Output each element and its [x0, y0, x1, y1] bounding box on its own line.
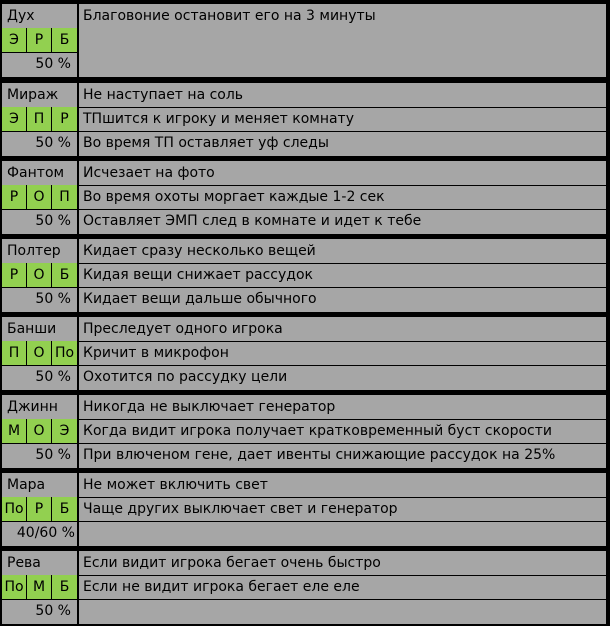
evidence-tag: Б: [52, 28, 77, 52]
evidence-tags: [2, 341, 77, 365]
ghost-percent: 50 %: [35, 603, 71, 619]
ghost-name: Дух: [7, 8, 35, 24]
ghost-feature: Никогда не выключает генератор: [83, 399, 336, 415]
evidence-tag: Э: [2, 107, 26, 131]
evidence-tags: [2, 28, 77, 52]
ghost-name: Джинн: [7, 399, 58, 415]
ghost-name: Мара: [7, 477, 46, 493]
ghost-feature: Во время ТП оставляет уф следы: [83, 135, 329, 151]
divider-line: [26, 185, 27, 209]
ghost-feature: Оставляет ЭМП след в комнате и идет к тебе: [83, 213, 422, 229]
evidence-tag: Р: [27, 497, 51, 521]
divider-line: [51, 341, 52, 365]
ghost-card-dzhinn: [2, 395, 606, 468]
divider-line: [51, 28, 52, 52]
divider-line: [26, 107, 27, 131]
evidence-tags: [2, 107, 77, 131]
divider-line: [26, 28, 27, 52]
ghost-percent: 40/60 %: [16, 525, 75, 541]
evidence-tag: Б: [52, 497, 77, 521]
ghost-feature: Исчезает на фото: [83, 165, 215, 181]
divider-line: [26, 341, 27, 365]
ghost-percent: 50 %: [35, 291, 71, 307]
evidence-tag: Р: [2, 185, 26, 209]
ghost-card-polter: [2, 239, 606, 312]
evidence-tag: Р: [2, 263, 26, 287]
ghost-feature: Не наступает на соль: [83, 87, 244, 103]
divider-line: [26, 419, 27, 443]
evidence-tag: Э: [52, 419, 77, 443]
ghost-name: Рева: [7, 555, 41, 571]
divider-line: [26, 575, 27, 599]
evidence-tag: О: [27, 419, 51, 443]
evidence-tag: О: [27, 263, 51, 287]
ghost-card-duh: [2, 4, 606, 77]
evidence-tags: [2, 575, 77, 599]
ghost-name: Мираж: [7, 87, 59, 103]
ghost-feature: Охотится по рассудку цели: [83, 369, 288, 385]
ghost-percent: 50 %: [35, 369, 71, 385]
ghost-feature: Преследует одного игрока: [83, 321, 283, 337]
divider-line: [79, 521, 606, 522]
divider-line: [79, 599, 606, 600]
ghost-feature: При влюченом гене, дает ивенты снижающие рассудок на 25%: [83, 447, 556, 463]
evidence-tag: Р: [27, 28, 51, 52]
ghost-card-reva: [2, 551, 606, 624]
evidence-tag: По: [52, 341, 77, 365]
evidence-tag: О: [27, 185, 51, 209]
evidence-tag: Р: [52, 107, 77, 131]
ghost-feature: Если видит игрока бегает очень быстро: [83, 555, 381, 571]
divider-line: [51, 107, 52, 131]
evidence-tag: Э: [2, 28, 26, 52]
evidence-tag: Б: [52, 575, 77, 599]
evidence-tags: [2, 185, 77, 209]
divider-line: [51, 185, 52, 209]
ghost-feature: Во время охоты моргает каждые 1-2 сек: [83, 189, 385, 205]
evidence-tags: [2, 263, 77, 287]
divider-line: [51, 497, 52, 521]
evidence-tag: М: [27, 575, 51, 599]
ghost-card-fantom: [2, 161, 606, 234]
divider-line: [51, 419, 52, 443]
ghost-feature: Кричит в микрофон: [83, 345, 229, 361]
ghost-percent: 50 %: [35, 447, 71, 463]
ghost-feature: Кидая вещи снижает рассудок: [83, 267, 313, 283]
ghost-name: Банши: [7, 321, 57, 337]
evidence-tag: П: [52, 185, 77, 209]
divider-line: [26, 263, 27, 287]
evidence-tag: П: [2, 341, 26, 365]
evidence-tag: О: [27, 341, 51, 365]
ghost-feature: Когда видит игрока получает кратковременный буст скорости: [83, 423, 552, 439]
evidence-tags: [2, 497, 77, 521]
ghost-feature: Если не видит игрока бегает еле еле: [83, 579, 360, 595]
ghost-card-mara: [2, 473, 606, 546]
evidence-tag: Б: [52, 263, 77, 287]
divider-line: [51, 575, 52, 599]
evidence-tag: М: [2, 419, 26, 443]
evidence-tags: [2, 419, 77, 443]
ghost-percent: 50 %: [35, 56, 71, 72]
ghost-card-mirazh: [2, 83, 606, 156]
ghost-feature: Не может включить свет: [83, 477, 268, 493]
ghost-feature: ТПшится к игроку и меняет комнату: [83, 111, 354, 127]
divider-line: [26, 497, 27, 521]
ghost-card-banshi: [2, 317, 606, 390]
evidence-tag: По: [2, 497, 26, 521]
ghost-feature: Чаще других выключает свет и генератор: [83, 501, 398, 517]
ghost-percent: 50 %: [35, 135, 71, 151]
divider-line: [51, 263, 52, 287]
evidence-tag: По: [2, 575, 26, 599]
ghost-name: Фантом: [7, 165, 65, 181]
evidence-tag: П: [27, 107, 51, 131]
ghost-name: Полтер: [7, 243, 61, 259]
ghost-feature: Благовоние остановит его на 3 минуты: [83, 8, 376, 24]
ghost-feature: Кидает сразу несколько вещей: [83, 243, 316, 259]
ghost-feature: Кидает вещи дальше обычного: [83, 291, 317, 307]
ghost-percent: 50 %: [35, 213, 71, 229]
